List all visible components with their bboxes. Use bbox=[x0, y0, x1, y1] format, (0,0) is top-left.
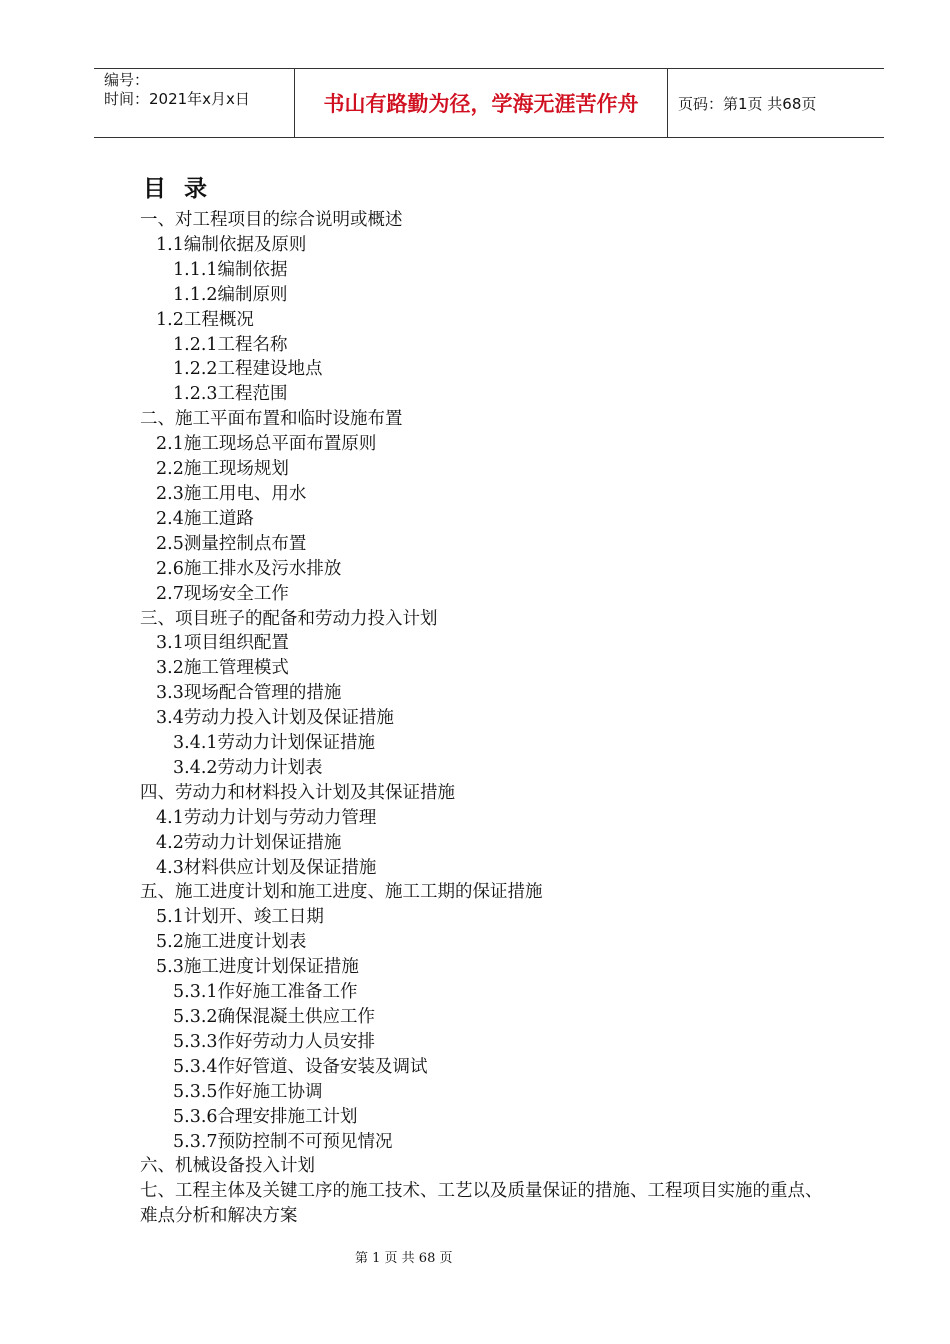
toc-entry: 3.4劳动力投入计划及保证措施 bbox=[156, 708, 394, 729]
slogan-cell bbox=[295, 69, 668, 137]
toc-entry: 1.2.3工程范围 bbox=[173, 384, 288, 405]
toc-entry: 4.3材料供应计划及保证措施 bbox=[156, 857, 377, 878]
number-label: 编号： bbox=[104, 71, 150, 89]
toc-title: 目录 bbox=[143, 176, 225, 202]
header-page-info: 页码：第1页 共68页 bbox=[678, 94, 817, 113]
document-header bbox=[94, 68, 884, 138]
toc-entry: 2.7现场安全工作 bbox=[156, 583, 289, 604]
toc-entry: 5.3施工进度计划保证措施 bbox=[156, 957, 359, 978]
toc-entry: 三、项目班子的配备和劳动力投入计划 bbox=[140, 608, 438, 629]
toc-entry: 2.5测量控制点布置 bbox=[156, 533, 307, 554]
page-footer: 第 1 页 共 68 页 bbox=[355, 1251, 453, 1266]
toc-entry: 5.3.3作好劳动力人员安排 bbox=[173, 1031, 376, 1052]
toc-entry: 3.3现场配合管理的措施 bbox=[156, 683, 342, 704]
toc-entry: 2.2施工现场规划 bbox=[156, 459, 289, 480]
header-meta-cell bbox=[94, 69, 295, 137]
page-info-cell bbox=[668, 69, 884, 137]
toc-entry: 2.6施工排水及污水排放 bbox=[156, 558, 342, 579]
toc-entry: 2.4施工道路 bbox=[156, 508, 254, 529]
toc-entry: 1.1.2编制原则 bbox=[173, 284, 288, 305]
toc-entry: 5.3.6合理安排施工计划 bbox=[173, 1106, 358, 1127]
toc-entry: 1.2工程概况 bbox=[156, 309, 254, 330]
toc-entry: 5.3.2确保混凝土供应工作 bbox=[173, 1007, 376, 1027]
toc-entry: 2.1施工现场总平面布置原则 bbox=[156, 434, 377, 455]
toc-entry: 1.2.2工程建设地点 bbox=[173, 359, 323, 380]
toc-entry: 5.3.1作好施工准备工作 bbox=[173, 982, 358, 1003]
toc-entry: 5.3.7预防控制不可预见情况 bbox=[173, 1131, 393, 1152]
toc-entry: 四、劳动力和材料投入计划及其保证措施 bbox=[140, 782, 455, 803]
toc-entry: 5.2施工进度计划表 bbox=[156, 932, 307, 953]
header-slogan: 书山有路勤为径，学海无涯苦作舟 bbox=[323, 92, 639, 116]
toc-entry: 2.3施工用电、用水 bbox=[156, 483, 307, 504]
toc-entry: 1.2.1工程名称 bbox=[173, 334, 288, 355]
toc-entry: 二、施工平面布置和临时设施布置 bbox=[140, 409, 403, 430]
toc-entry: 3.1项目组织配置 bbox=[156, 633, 289, 654]
toc-entry: 4.1劳动力计划与劳动力管理 bbox=[156, 807, 377, 828]
toc-entry: 五、施工进度计划和施工进度、施工工期的保证措施 bbox=[140, 882, 543, 903]
toc-entry: 1.1.1编制依据 bbox=[173, 259, 288, 280]
toc-entry: 一、对工程项目的综合说明或概述 bbox=[140, 210, 403, 230]
toc-entry: 5.3.5作好施工协调 bbox=[173, 1081, 323, 1102]
toc-entry: 3.4.2劳动力计划表 bbox=[173, 757, 323, 778]
time-label: 时间：2021年x月x日 bbox=[104, 90, 250, 108]
toc-entry: 3.4.1劳动力计划保证措施 bbox=[173, 733, 376, 754]
table-of-contents bbox=[140, 208, 840, 1229]
toc-entry: 5.3.4作好管道、设备安装及调试 bbox=[173, 1056, 428, 1077]
toc-entry: 1.1编制依据及原则 bbox=[156, 234, 307, 255]
toc-entry: 3.2施工管理模式 bbox=[156, 658, 289, 679]
toc-entry: 5.1计划开、竣工日期 bbox=[156, 907, 324, 928]
toc-entry: 七、工程主体及关键工序的施工技术、工艺以及质量保证的措施、工程项目实施的重点、难点分析和解决方案 bbox=[140, 1181, 823, 1227]
toc-entry: 4.2劳动力计划保证措施 bbox=[156, 832, 342, 853]
toc-entry: 六、机械设备投入计划 bbox=[140, 1156, 315, 1177]
